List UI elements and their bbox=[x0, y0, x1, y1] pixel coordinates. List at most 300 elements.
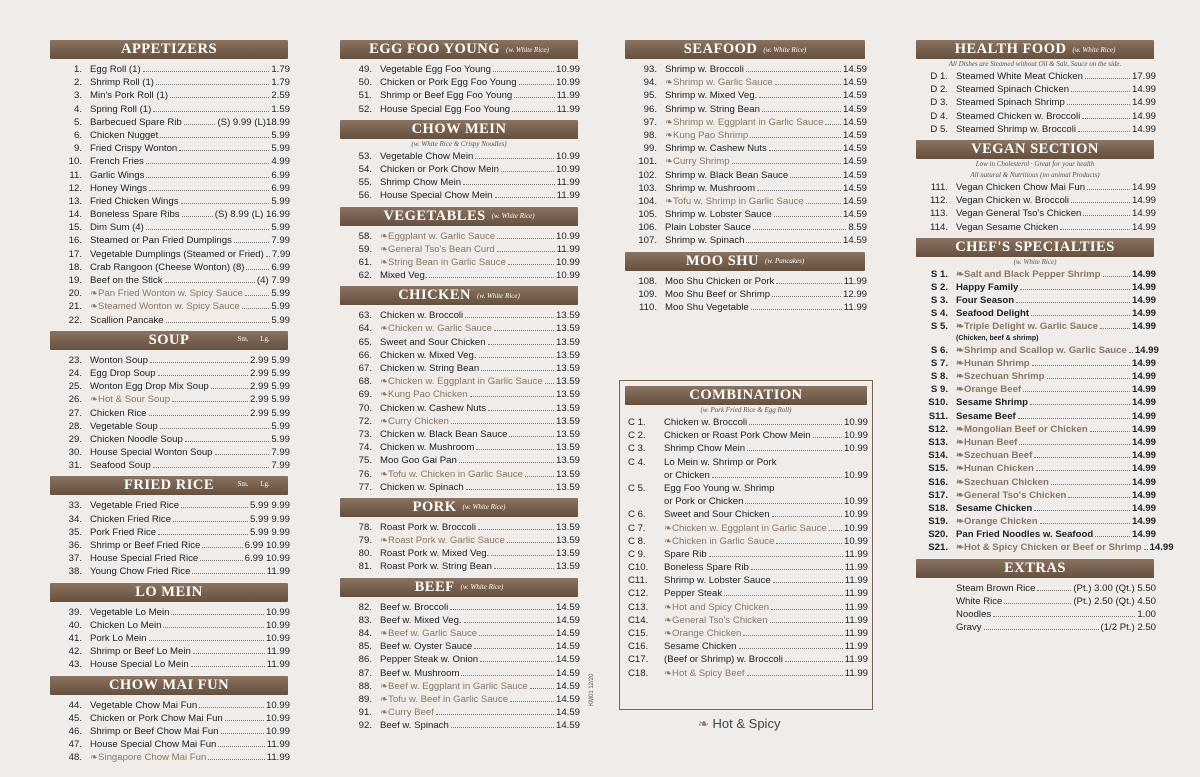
menu-item bbox=[44, 751, 294, 764]
dot-leader bbox=[772, 516, 842, 517]
section-title: APPETIZERS bbox=[120, 41, 218, 57]
menu-item bbox=[334, 454, 584, 467]
item-name bbox=[90, 300, 240, 313]
item-name bbox=[90, 619, 161, 632]
dot-leader bbox=[751, 569, 843, 570]
menu-item bbox=[44, 248, 294, 261]
dot-leader bbox=[753, 229, 846, 230]
menu-item bbox=[619, 155, 871, 168]
dot-leader bbox=[192, 573, 264, 574]
item-name bbox=[956, 476, 1049, 489]
item-number: 38. bbox=[68, 566, 82, 578]
item-number: 87. bbox=[358, 667, 372, 679]
item-name-text: Scallion Pancake bbox=[90, 314, 164, 326]
item-name-text: Vegan Chicken w. Broccoli bbox=[956, 195, 1070, 207]
item-price: 11.99 bbox=[844, 601, 868, 613]
dot-leader bbox=[1085, 78, 1130, 79]
item-name bbox=[664, 574, 771, 587]
item-number: 102. bbox=[638, 169, 657, 181]
item-name-text: Tofu w. Chicken in Garlic Sauce bbox=[388, 468, 523, 480]
hot-spicy-icon: ❧ bbox=[90, 288, 99, 300]
item-number: C 1. bbox=[628, 417, 646, 428]
section-title: CHOW MEIN bbox=[411, 120, 507, 137]
item-number: 88. bbox=[358, 680, 372, 692]
dot-leader bbox=[181, 507, 248, 508]
item-price: 11.99 bbox=[844, 588, 868, 600]
item-name-text: Sesame Beef bbox=[956, 410, 1016, 422]
dot-leader bbox=[813, 437, 842, 438]
menu-item bbox=[910, 281, 1160, 294]
item-name bbox=[90, 116, 182, 129]
item-name bbox=[380, 256, 506, 269]
dot-leader bbox=[750, 137, 841, 138]
hot-spicy-icon: ❧ bbox=[956, 450, 965, 462]
dot-leader bbox=[474, 648, 554, 649]
section-header-soup bbox=[50, 331, 288, 350]
item-name-text: Chicken w. Cashew Nuts bbox=[380, 402, 487, 414]
item-price: (S) 8.99 (L) 16.99 bbox=[214, 209, 290, 221]
item-name bbox=[664, 640, 737, 653]
item-number: 39. bbox=[68, 606, 82, 618]
item-name-text: Chicken w. Mixed Veg. bbox=[380, 349, 477, 361]
item-price: 10.99 bbox=[555, 77, 580, 89]
menu-item bbox=[619, 288, 871, 301]
menu-item bbox=[334, 415, 584, 428]
item-number: 17. bbox=[68, 248, 82, 260]
dot-leader bbox=[1067, 104, 1130, 105]
dot-leader bbox=[170, 97, 269, 98]
dot-leader bbox=[1019, 444, 1130, 445]
item-price: 5.99 bbox=[271, 301, 290, 313]
item-name bbox=[956, 383, 1021, 396]
menu-item bbox=[620, 508, 872, 521]
item-name-text: Roast Pork w. String Bean bbox=[380, 561, 492, 573]
item-name bbox=[90, 182, 147, 195]
dot-leader bbox=[466, 489, 554, 490]
dot-leader bbox=[1023, 391, 1130, 392]
menu-column-4 bbox=[910, 40, 1174, 638]
menu-item bbox=[910, 410, 1160, 423]
item-number: 41. bbox=[68, 632, 82, 644]
item-name bbox=[380, 150, 473, 163]
item-number: 70. bbox=[358, 402, 372, 414]
item-price: 10.99 bbox=[843, 496, 868, 508]
item-name bbox=[90, 89, 168, 102]
item-price: 14.59 bbox=[842, 77, 867, 89]
item-name bbox=[664, 561, 749, 574]
item-number: 81. bbox=[358, 561, 372, 573]
item-price: 5.99 9.99 bbox=[249, 500, 290, 512]
item-name-text: Pork Lo Mein bbox=[90, 632, 147, 644]
item-name-text: General Tso's Chicken bbox=[672, 614, 768, 626]
menu-item bbox=[44, 565, 294, 578]
item-name bbox=[90, 234, 232, 247]
item-price: 10.99 bbox=[265, 725, 290, 737]
item-price: 12.99 bbox=[842, 288, 867, 300]
item-name bbox=[380, 481, 464, 494]
item-price: 13.59 bbox=[555, 363, 580, 374]
item-number: 86. bbox=[358, 654, 372, 666]
item-price: 13.59 bbox=[555, 468, 580, 480]
item-price: 11.99 bbox=[266, 566, 290, 578]
item-name-text: Curry Shrimp bbox=[673, 156, 730, 168]
item-number: 45. bbox=[68, 712, 82, 724]
hot-spicy-icon: ❧ bbox=[380, 535, 389, 547]
section-subtitle: (w. White Rice) bbox=[491, 212, 535, 220]
item-name-text: Szechuan Chicken bbox=[964, 476, 1049, 488]
item-name bbox=[956, 462, 1034, 475]
item-number: S19. bbox=[928, 516, 948, 528]
hot-spicy-icon: ❧ bbox=[956, 463, 965, 475]
item-name-text: Salt and Black Pepper Shrimp bbox=[964, 268, 1101, 280]
hot-spicy-icon: ❧ bbox=[380, 243, 389, 255]
dot-leader bbox=[193, 653, 265, 654]
item-name-text: Barbecued Spare Rib bbox=[90, 116, 182, 128]
section-header-health-food bbox=[916, 40, 1154, 59]
section-title: CHOW MAI FUN bbox=[108, 676, 230, 693]
item-price: 14.99 bbox=[1131, 463, 1156, 475]
item-name-text: Pepper Steak bbox=[664, 588, 723, 600]
section-note: (w. White Rice & Crispy Noodles) bbox=[411, 139, 507, 148]
menu-item bbox=[44, 433, 294, 446]
section-title: PORK bbox=[412, 498, 457, 515]
item-name bbox=[90, 446, 213, 459]
menu-item bbox=[910, 528, 1160, 541]
item-price: 10.99 bbox=[265, 712, 290, 724]
hot-spicy-icon: ❧ bbox=[956, 489, 965, 501]
item-number: S14. bbox=[928, 450, 948, 462]
item-name bbox=[90, 208, 180, 221]
item-name bbox=[380, 163, 499, 176]
item-price: 13.59 bbox=[555, 428, 580, 440]
menu-item bbox=[44, 274, 294, 287]
item-name-text: Mixed Veg. bbox=[380, 270, 428, 282]
menu-item bbox=[334, 534, 584, 547]
item-number: 16. bbox=[68, 235, 82, 247]
dot-leader bbox=[491, 555, 554, 556]
menu-item bbox=[334, 601, 584, 614]
dot-leader bbox=[776, 283, 841, 284]
dot-leader bbox=[465, 317, 554, 318]
section-header-chow-mai-fun bbox=[50, 676, 288, 695]
item-name-text: Chicken Lo Mein bbox=[90, 619, 162, 631]
item-name-text: Shrimp or Beef Lo Mein bbox=[90, 646, 191, 658]
item-number: 14. bbox=[68, 209, 82, 221]
item-name bbox=[380, 269, 427, 282]
hot-spicy-icon: ❧ bbox=[665, 156, 674, 168]
item-name bbox=[956, 396, 1028, 409]
item-name-text: Shrimp w. Broccoli bbox=[665, 64, 744, 75]
section-header-extras bbox=[916, 559, 1154, 578]
item-name-text: Sesame Chicken bbox=[956, 502, 1033, 514]
dot-leader bbox=[1034, 510, 1130, 511]
item-name bbox=[380, 362, 479, 375]
dot-leader bbox=[1036, 470, 1130, 471]
item-name bbox=[665, 129, 748, 142]
menu-item bbox=[619, 208, 871, 221]
item-number: 46. bbox=[68, 725, 82, 737]
section-title: LO MEIN bbox=[135, 583, 203, 600]
item-name bbox=[380, 640, 472, 653]
dot-leader bbox=[218, 746, 264, 747]
item-number: 11. bbox=[69, 169, 82, 181]
item-name-text: Shrimp w. Eggplant in Garlic Sauce bbox=[673, 116, 824, 128]
item-number: 29. bbox=[68, 433, 82, 445]
dot-leader bbox=[495, 197, 555, 198]
item-name bbox=[90, 169, 144, 182]
item-number: 95. bbox=[643, 90, 657, 102]
section-note: (w. White Rice) bbox=[1013, 257, 1057, 266]
menu-item bbox=[44, 287, 294, 300]
item-price: 10.99 bbox=[843, 443, 868, 455]
item-name-text: General Tso's Chicken bbox=[964, 489, 1067, 501]
item-name bbox=[956, 110, 1080, 123]
item-name-text: Four Season bbox=[956, 295, 1015, 307]
item-price: 13.59 bbox=[555, 521, 580, 533]
item-name-text: Vegan General Tso's Chicken bbox=[956, 208, 1082, 220]
menu-item bbox=[620, 429, 872, 442]
dot-leader bbox=[479, 635, 554, 636]
item-price: 14.99 bbox=[1131, 84, 1156, 96]
menu-item bbox=[334, 375, 584, 388]
dot-leader bbox=[1037, 590, 1071, 591]
item-name bbox=[90, 287, 243, 300]
item-name-text: Min's Pork Roll (1) bbox=[90, 90, 169, 102]
item-name-text: Chicken w. String Bean bbox=[380, 363, 480, 374]
menu-item bbox=[334, 176, 584, 189]
item-name bbox=[664, 601, 769, 614]
item-name-text: Chicken w. Eggplant in Garlic Sauce bbox=[672, 522, 827, 534]
item-name-text: Shrimp Chow Mein bbox=[664, 443, 746, 455]
menu-item bbox=[910, 370, 1160, 383]
item-price: 11.99 bbox=[844, 628, 868, 639]
item-name-text: Gravy bbox=[956, 622, 982, 634]
item-price: 2.99 5.99 bbox=[249, 381, 290, 393]
dot-leader bbox=[1082, 118, 1130, 119]
item-number: 79. bbox=[358, 535, 372, 547]
item-name-text: Sesame Shrimp bbox=[956, 397, 1028, 409]
item-number: 74. bbox=[358, 442, 372, 454]
menu-item bbox=[910, 307, 1160, 320]
dot-leader bbox=[143, 71, 270, 72]
item-name bbox=[380, 336, 486, 349]
section-note: All Dishes are Steamed without Oil & Salt, Sauce on the side. bbox=[948, 60, 1122, 68]
item-price: 14.99 bbox=[1131, 221, 1156, 233]
item-number: 23. bbox=[68, 354, 82, 366]
item-price: 14.59 bbox=[555, 628, 580, 639]
item-name bbox=[956, 515, 1038, 528]
dot-leader bbox=[749, 424, 842, 425]
menu-item bbox=[910, 96, 1160, 109]
section-header-lo-mein bbox=[50, 583, 288, 602]
item-number: 4. bbox=[73, 103, 82, 115]
item-name-text: Chicken w. Eggplant in Garlic Sauce bbox=[388, 376, 543, 388]
dot-leader bbox=[790, 177, 841, 178]
dot-leader bbox=[1034, 457, 1130, 458]
menu-item bbox=[44, 380, 294, 393]
item-number: S10. bbox=[928, 397, 948, 409]
dot-leader bbox=[1031, 315, 1130, 316]
hot-spicy-icon: ❧ bbox=[956, 344, 965, 356]
item-number: S 6. bbox=[930, 344, 948, 356]
item-price: 2.59 bbox=[271, 90, 290, 102]
item-name bbox=[90, 725, 219, 738]
dot-leader bbox=[481, 370, 554, 371]
item-name bbox=[90, 513, 171, 526]
item-number: S20. bbox=[928, 529, 948, 541]
dot-leader bbox=[436, 714, 554, 715]
item-name-text: Moo Shu Vegetable bbox=[665, 302, 749, 313]
item-name-text: Shrimp w. String Bean bbox=[665, 103, 760, 115]
item-name bbox=[380, 614, 462, 627]
section-subtitle: (w. White Rice) bbox=[506, 45, 549, 54]
item-price: 11.99 bbox=[266, 659, 290, 671]
menu-item bbox=[910, 221, 1160, 234]
item-number: 85. bbox=[358, 641, 372, 653]
item-name bbox=[956, 181, 1085, 194]
menu-item bbox=[334, 653, 584, 666]
dot-leader bbox=[181, 203, 270, 204]
item-name bbox=[90, 645, 191, 658]
menu-item bbox=[620, 574, 872, 587]
menu-item bbox=[44, 738, 294, 751]
item-name bbox=[956, 83, 1069, 96]
item-name-text: Sweet and Sour Chicken bbox=[664, 509, 770, 521]
hot-spicy-icon: ❧ bbox=[956, 516, 965, 528]
dot-leader bbox=[501, 171, 554, 172]
menu-item bbox=[44, 89, 294, 102]
item-number: S16. bbox=[928, 476, 948, 488]
item-number: 110. bbox=[639, 302, 657, 313]
dot-leader bbox=[488, 344, 554, 345]
item-price: 10.99 bbox=[265, 632, 290, 644]
menu-item bbox=[44, 499, 294, 512]
item-price: 11.99 bbox=[844, 575, 868, 587]
dot-leader bbox=[470, 396, 554, 397]
dot-leader bbox=[185, 441, 270, 442]
item-name-text: Moo Shu Beef or Shrimp bbox=[665, 288, 771, 300]
item-name-text: Shrimp w. Mixed Veg. bbox=[665, 90, 758, 102]
item-name-text: Steamed Shrimp w. Broccoli bbox=[956, 123, 1076, 135]
menu-item bbox=[620, 416, 872, 429]
menu-item bbox=[334, 256, 584, 269]
hot-spicy-icon: ❧ bbox=[380, 230, 389, 242]
item-number: D 1. bbox=[930, 71, 948, 82]
dot-leader bbox=[829, 530, 842, 531]
item-name bbox=[90, 155, 144, 168]
item-name-text: Moo Shu Chicken or Pork bbox=[665, 275, 775, 287]
item-number: C 8. bbox=[628, 535, 646, 547]
item-price: 10.99 bbox=[843, 430, 868, 442]
section-header-chow-mein bbox=[340, 120, 578, 139]
section-header-beef bbox=[340, 578, 578, 597]
item-number: C11. bbox=[628, 575, 648, 587]
item-number: D 3. bbox=[930, 97, 948, 109]
item-name bbox=[664, 587, 722, 600]
menu-item bbox=[619, 116, 871, 129]
dot-leader bbox=[158, 534, 248, 535]
menu-item bbox=[620, 522, 872, 535]
section-title: HEALTH FOOD bbox=[954, 41, 1067, 57]
item-number: 107. bbox=[638, 235, 657, 247]
item-number: 51. bbox=[358, 90, 372, 102]
item-name-text: Shrimp Roll (1) bbox=[90, 77, 154, 89]
menu-item bbox=[620, 535, 872, 548]
item-name-text: Chicken w. Spinach bbox=[380, 481, 464, 493]
item-name-text: Plain Lobster Sauce bbox=[665, 222, 751, 234]
item-price: 14.59 bbox=[842, 235, 867, 247]
item-name bbox=[90, 354, 148, 367]
item-name bbox=[665, 116, 823, 129]
item-price: 5.99 9.99 bbox=[249, 513, 290, 525]
size-labels bbox=[232, 480, 276, 488]
item-name bbox=[956, 344, 1127, 357]
menu-item bbox=[619, 301, 871, 314]
item-name-text: Sweet and Sour Chicken bbox=[380, 336, 486, 348]
item-number: 49. bbox=[358, 64, 372, 75]
item-name bbox=[380, 349, 477, 362]
section-header-combination bbox=[625, 386, 867, 405]
menu-item bbox=[44, 103, 294, 116]
menu-item bbox=[620, 482, 872, 495]
dot-leader bbox=[149, 415, 248, 416]
dot-leader bbox=[510, 701, 554, 702]
menu-item bbox=[620, 561, 872, 574]
menu-item bbox=[619, 129, 871, 142]
item-name bbox=[380, 230, 495, 243]
dot-leader bbox=[545, 383, 554, 384]
section-subtitle: (w. White Rice) bbox=[462, 503, 506, 512]
section-header-appetizers bbox=[50, 40, 288, 59]
item-price: 2.99 5.99 bbox=[249, 367, 290, 379]
dot-leader bbox=[774, 216, 841, 217]
item-name-text: Kung Pao Chicken bbox=[388, 389, 468, 401]
item-name-text: Steamed Wonton w. Spicy Sauce bbox=[98, 301, 240, 313]
menu-item bbox=[620, 614, 872, 627]
item-name bbox=[956, 294, 1014, 307]
section-header-chicken bbox=[340, 286, 578, 305]
item-name-text: Steamed White Meat Chicken bbox=[956, 71, 1083, 82]
hot-spicy-icon: ❧ bbox=[956, 423, 965, 435]
item-name-text: Szechuan Beef bbox=[964, 450, 1033, 462]
item-number: 114. bbox=[930, 221, 948, 233]
dot-leader bbox=[508, 264, 554, 265]
hot-spicy-icon: ❧ bbox=[380, 415, 389, 427]
item-name-text: Steamed or Pan Fried Dumplings bbox=[90, 235, 232, 247]
item-number: C 6. bbox=[628, 509, 646, 521]
item-number: 2. bbox=[73, 77, 82, 89]
item-name-text: House Special Wonton Soup bbox=[90, 447, 213, 459]
item-name bbox=[956, 334, 1038, 344]
menu-item bbox=[44, 446, 294, 459]
item-name-text: Hunan Beef bbox=[964, 436, 1018, 448]
item-number: 42. bbox=[68, 646, 82, 658]
dot-leader bbox=[146, 163, 269, 164]
item-name-text: Hot & Spicy Chicken or Beef or Shrimp bbox=[964, 542, 1142, 554]
dot-leader bbox=[202, 547, 242, 548]
dot-leader bbox=[806, 203, 841, 204]
dot-leader bbox=[1071, 202, 1130, 203]
section-title: CHICKEN bbox=[398, 287, 471, 304]
size-label: Sm. bbox=[237, 334, 249, 343]
item-price: 7.99 bbox=[271, 235, 290, 247]
menu-item bbox=[334, 150, 584, 163]
item-name bbox=[956, 528, 1093, 541]
item-number: 62. bbox=[358, 270, 372, 282]
item-name bbox=[956, 123, 1076, 136]
item-number: S 3. bbox=[930, 295, 948, 307]
item-name-text: Shrimp w. Black Bean Sauce bbox=[665, 169, 789, 181]
